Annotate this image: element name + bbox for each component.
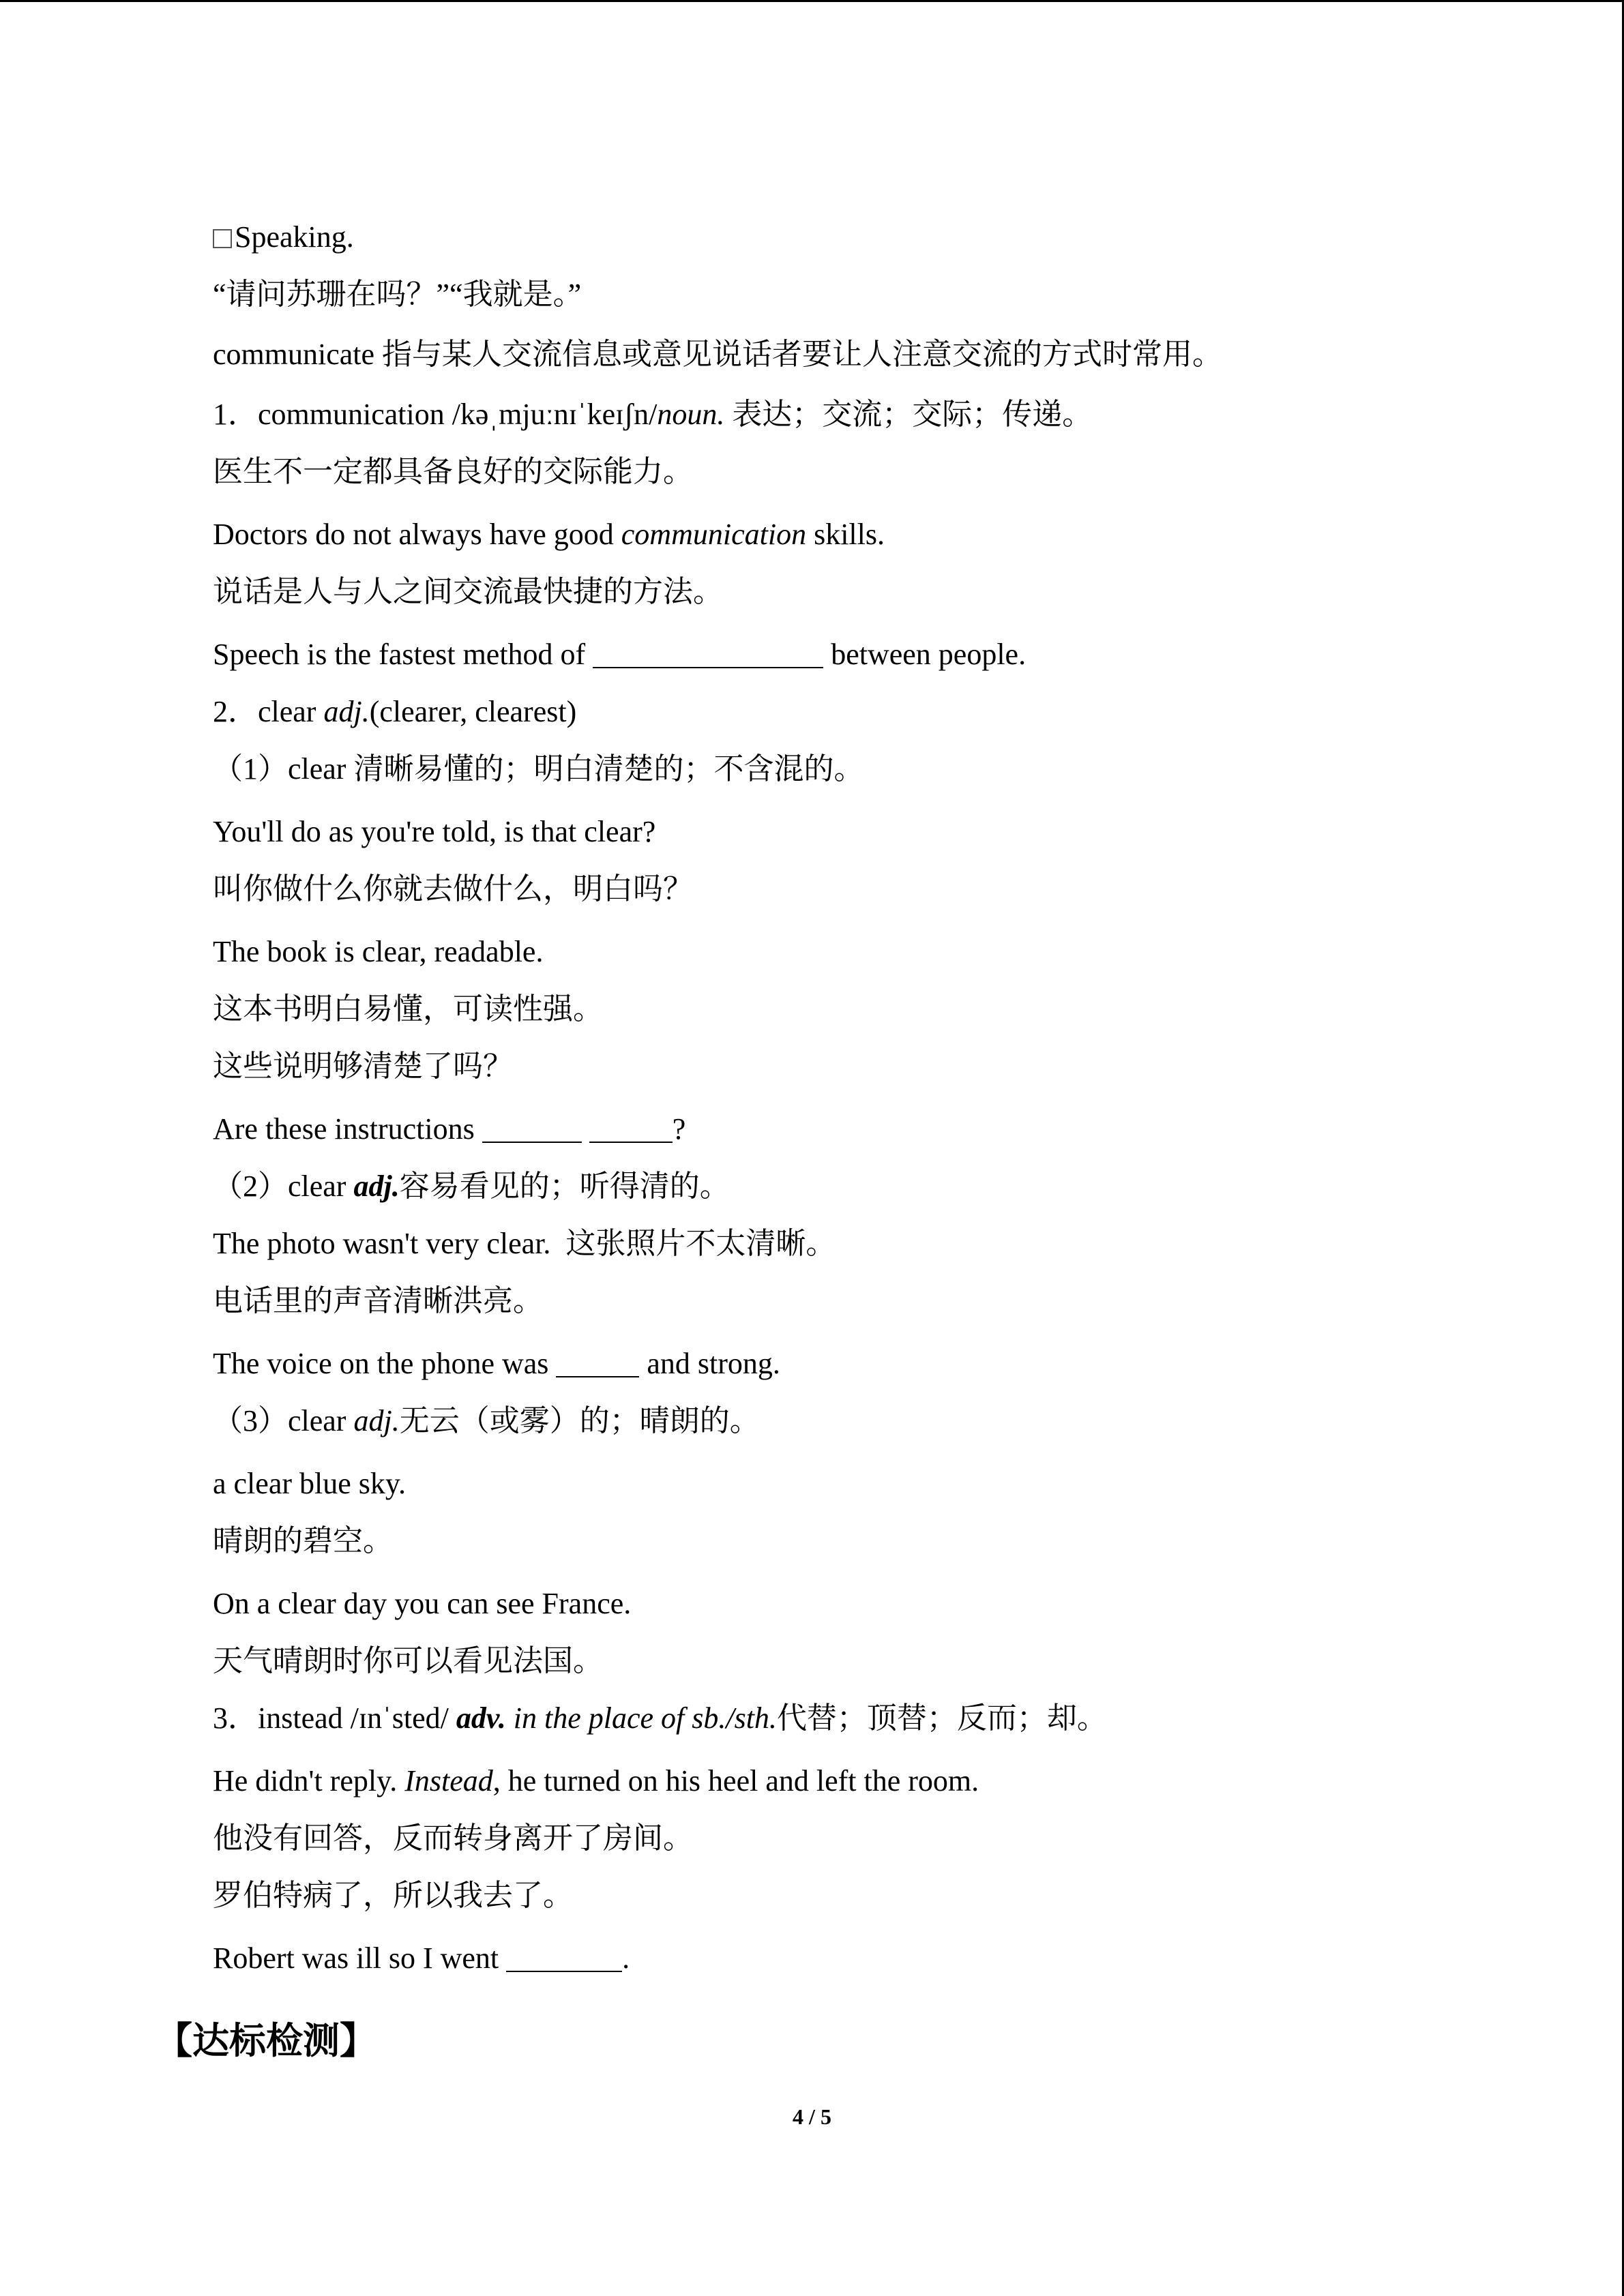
entry-clear: 2．clear adj.(clearer, clearest) [213, 695, 577, 728]
line-sky-en: a clear blue sky. [213, 1467, 407, 1500]
line-instructions-cn: 这些说明够清楚了吗？ [213, 1049, 513, 1083]
fill-in-blank[interactable] [589, 1114, 673, 1143]
line-communicate-note: communicate 指与某人交流信息或意见说话者要让人注意交流的方式时常用。 [213, 338, 1223, 371]
sense-clear-1: （1）clear 清晰易懂的；明白清楚的；不含混的。 [213, 752, 864, 786]
line-speaking: Speaking. [213, 217, 1509, 258]
page-border-top [0, 0, 1624, 2]
line-photo: The photo wasn't very clear. 这张照片不太清晰。 [213, 1227, 836, 1260]
line-translation-susan: “请问苏珊在吗？”“我就是。” [213, 278, 582, 311]
line-voice-cn: 电话里的声音清晰洪亮。 [213, 1284, 543, 1317]
line-voice-en: The voice on the phone was and strong. [213, 1347, 780, 1380]
fill-in-blank[interactable] [506, 1943, 622, 1972]
line-doctors-cn: 医生不一定都具备良好的交际能力。 [213, 455, 693, 488]
sense-clear-3: （3）clear adj.无云（或雾）的；晴朗的。 [213, 1404, 760, 1437]
fill-in-blank[interactable] [482, 1114, 582, 1143]
line-reply-cn: 他没有回答，反而转身离开了房间。 [213, 1821, 693, 1855]
fill-in-blank[interactable] [556, 1349, 639, 1377]
line-told-cn: 叫你做什么你就去做什么，明白吗？ [213, 872, 693, 906]
checkbox-icon [213, 229, 232, 248]
line-instructions-en: Are these instructions ? [213, 1112, 686, 1146]
line-reply-en: He didn't reply. Instead, he turned on his heel and left the room. [213, 1764, 979, 1798]
document-body [213, 217, 1509, 1979]
line-robert-en: Robert was ill so I went . [213, 1941, 630, 1975]
line-speech-en: Speech is the fastest method of between people. [213, 638, 1027, 671]
line-book-en: The book is clear, readable. [213, 935, 544, 968]
line-speech-cn: 说话是人与人之间交流最快捷的方法。 [213, 575, 723, 608]
entry-communication: 1．communication /kəˌmjuːnɪˈkeɪʃn/noun. 表达；交流；交际；传递。 [213, 398, 1093, 431]
page-number: 4 / 5 [793, 2104, 831, 2129]
section-heading: 【达标检测】 [156, 2019, 377, 2062]
sense-clear-2: （2）clear adj.容易看见的；听得清的。 [213, 1169, 730, 1203]
line-france-cn: 天气晴朗时你可以看见法国。 [213, 1644, 603, 1678]
entry-instead: 3．instead /ɪnˈsted/ adv. in the place of sb./sth.代替；顶替；反而；却。 [213, 1701, 1107, 1735]
line-told-en: You'll do as you're told, is that clear? [213, 815, 656, 848]
line-book-cn: 这本书明白易懂，可读性强。 [213, 992, 603, 1026]
line-france-en: On a clear day you can see France. [213, 1587, 632, 1620]
line-doctors-en: Doctors do not always have good communication skills. [213, 518, 885, 551]
line-robert-cn: 罗伯特病了，所以我去了。 [213, 1879, 573, 1912]
fill-in-blank[interactable] [593, 640, 823, 668]
line-sky-cn: 晴朗的碧空。 [213, 1524, 393, 1557]
